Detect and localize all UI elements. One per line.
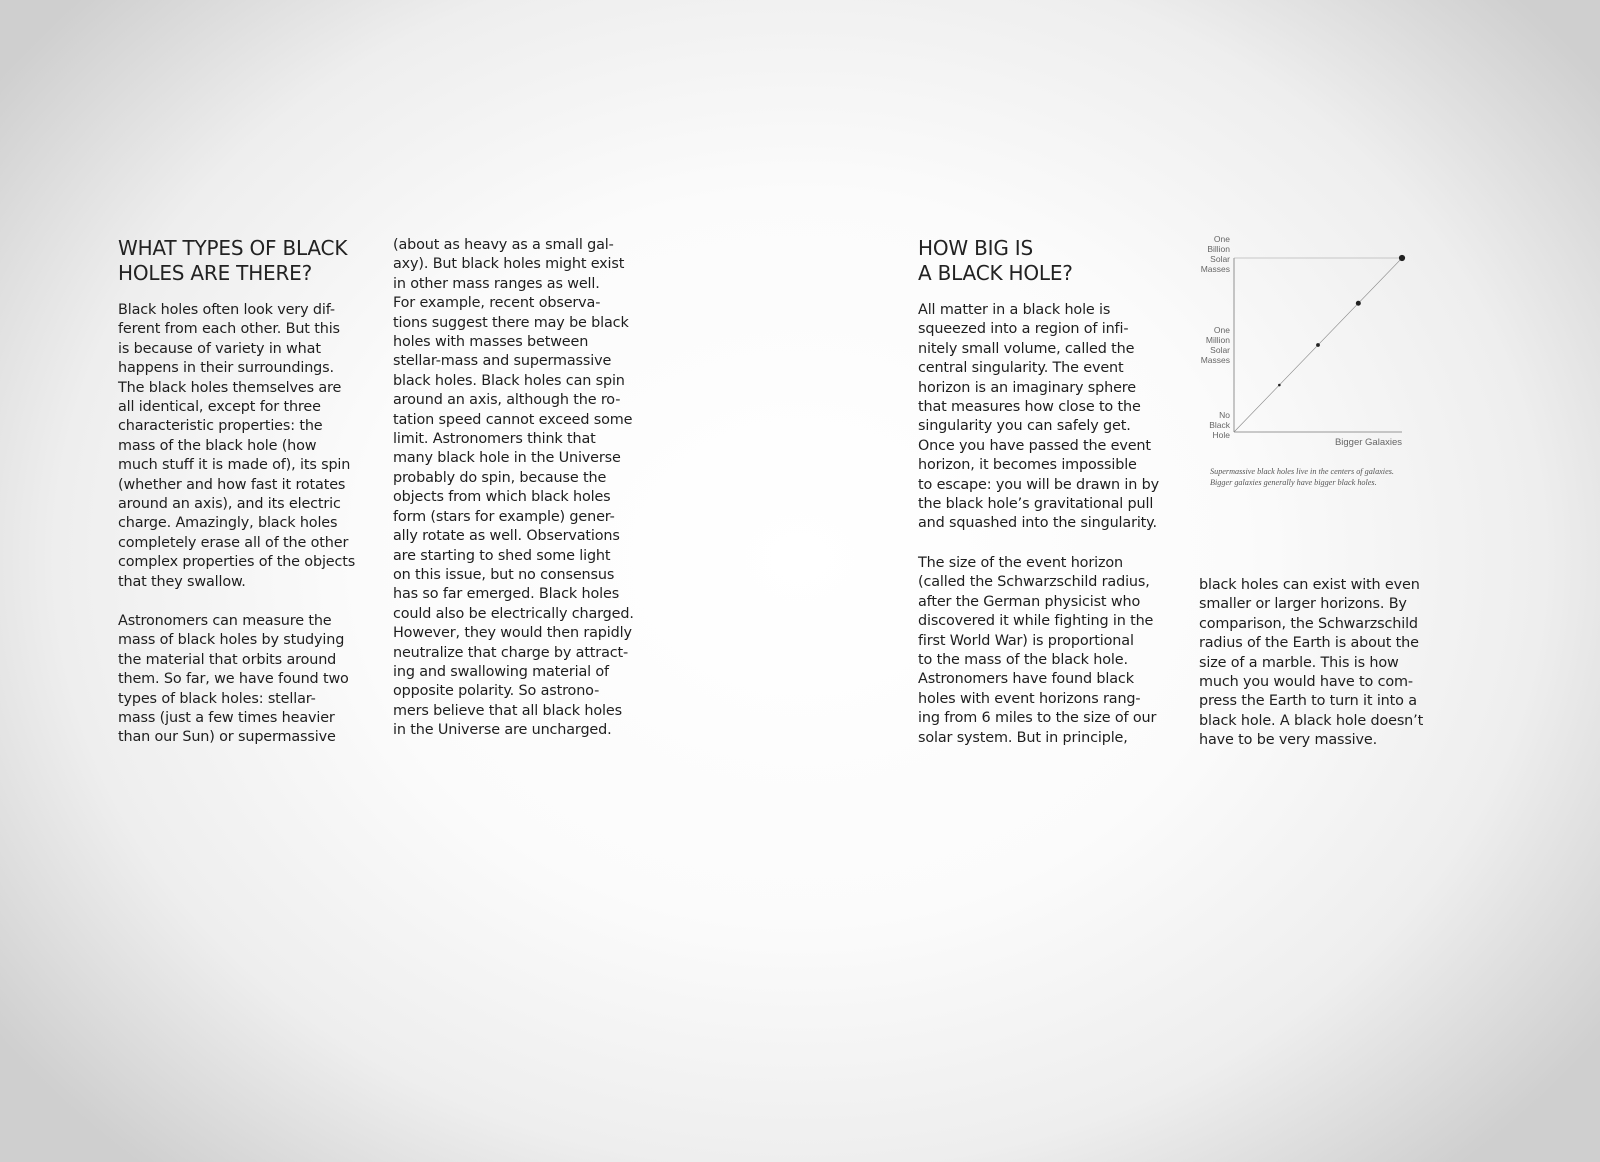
right-page-heading: HOW BIG IS A BLACK HOLE?: [918, 236, 1073, 285]
y-tick-label-line: Billion: [1207, 244, 1230, 254]
data-point: [1356, 301, 1361, 306]
left-col1-paragraph-1: Black holes often look very dif- ferent from each other. But this is because of variety in what happens in their surroundings. The black holes themselves are all identical, except for three characteristic properties: the mass of the black hole (how much stuff it is made of), its spin (whether and how fast it rotates around an axis), and its electric charge. Amazingly, black holes completely erase all of the other complex properties of the objects that they swallow.: [118, 302, 356, 590]
y-tick-label-line: Masses: [1200, 264, 1230, 274]
left-col2-paragraph: (about as heavy as a small gal- axy). But black holes might exist in other mass ranges as well. For example, recent observa- tions suggest there may be black holes with masses between stellar-mass and supermassive black holes. Black holes can spin around an axis, although the ro- tation speed cannot exceed some limit. Astronomers think that many black hole in the Universe probably do spin, because the objects from which black holes form (stars for example) gener- ally rotate as well. Observations are starting to shed some light on this issue, but no consensus has so far emerged. Black holes could also be electrically charged. However, they would then rapidly neutralize that charge by attract- ing and swallowing material of opposite polarity. So astrono- mers believe that all black holes in the Universe are uncharged.: [393, 237, 634, 739]
y-tick-label-line: Masses: [1200, 355, 1230, 365]
black-hole-size-chart: [1180, 232, 1420, 452]
data-point: [1278, 384, 1281, 387]
right-col1-paragraph-1: All matter in a black hole is squeezed into a region of infi- nitely small volume, called the central singularity. The event horizon is an imaginary sphere that measures how close to the singularity you can safely get. Once you have passed the event horizon, it becomes impossible to escape: you will be drawn in by the black hole’s gravitational pull and squashed into the singularity.: [918, 302, 1160, 532]
data-point: [1316, 343, 1320, 347]
y-tick-labels: [1201, 234, 1231, 440]
y-tick-label-line: Hole: [1212, 430, 1230, 440]
x-axis-label: Bigger Galaxies: [1334, 437, 1402, 448]
y-tick-label-line: One: [1213, 325, 1230, 335]
y-tick-label-line: Million: [1205, 335, 1230, 345]
y-tick-label-line: One: [1213, 234, 1230, 244]
right-col2-paragraph: black holes can exist with even smaller or larger horizons. By comparison, the Schwarzschild radius of the Earth is about the size of a marble. This is how much you would have to com- press the Earth to turn it into a black hole. A black hole doesn’t have to be very massive.: [1199, 577, 1424, 749]
left-col1-paragraph-2: Astronomers can measure the mass of black holes by studying the material that orbits around them. So far, we have found two types of black holes: stellar- mass (just a few times heavier than our Sun) or supermassive: [118, 613, 349, 746]
data-point: [1399, 255, 1405, 261]
y-tick-label-line: Black: [1209, 420, 1230, 430]
y-tick-label-line: Solar: [1210, 345, 1230, 355]
y-tick-label-line: No: [1219, 410, 1230, 420]
chart-caption: Supermassive black holes live in the centers of galaxies. Bigger galaxies generally have bigger black holes.: [1210, 467, 1394, 487]
y-tick-label-line: Solar: [1210, 254, 1230, 264]
right-col1-paragraph-2: The size of the event horizon (called the Schwarzschild radius, after the German physicist who discovered it while fighting in the first World War) is proportional to the mass of the black hole. Astronomers have found black holes with event horizons rang- ing from 6 miles to the size of our solar system. But in principle,: [918, 555, 1157, 746]
left-page-heading: WHAT TYPES OF BLACK HOLES ARE THERE?: [118, 236, 348, 285]
